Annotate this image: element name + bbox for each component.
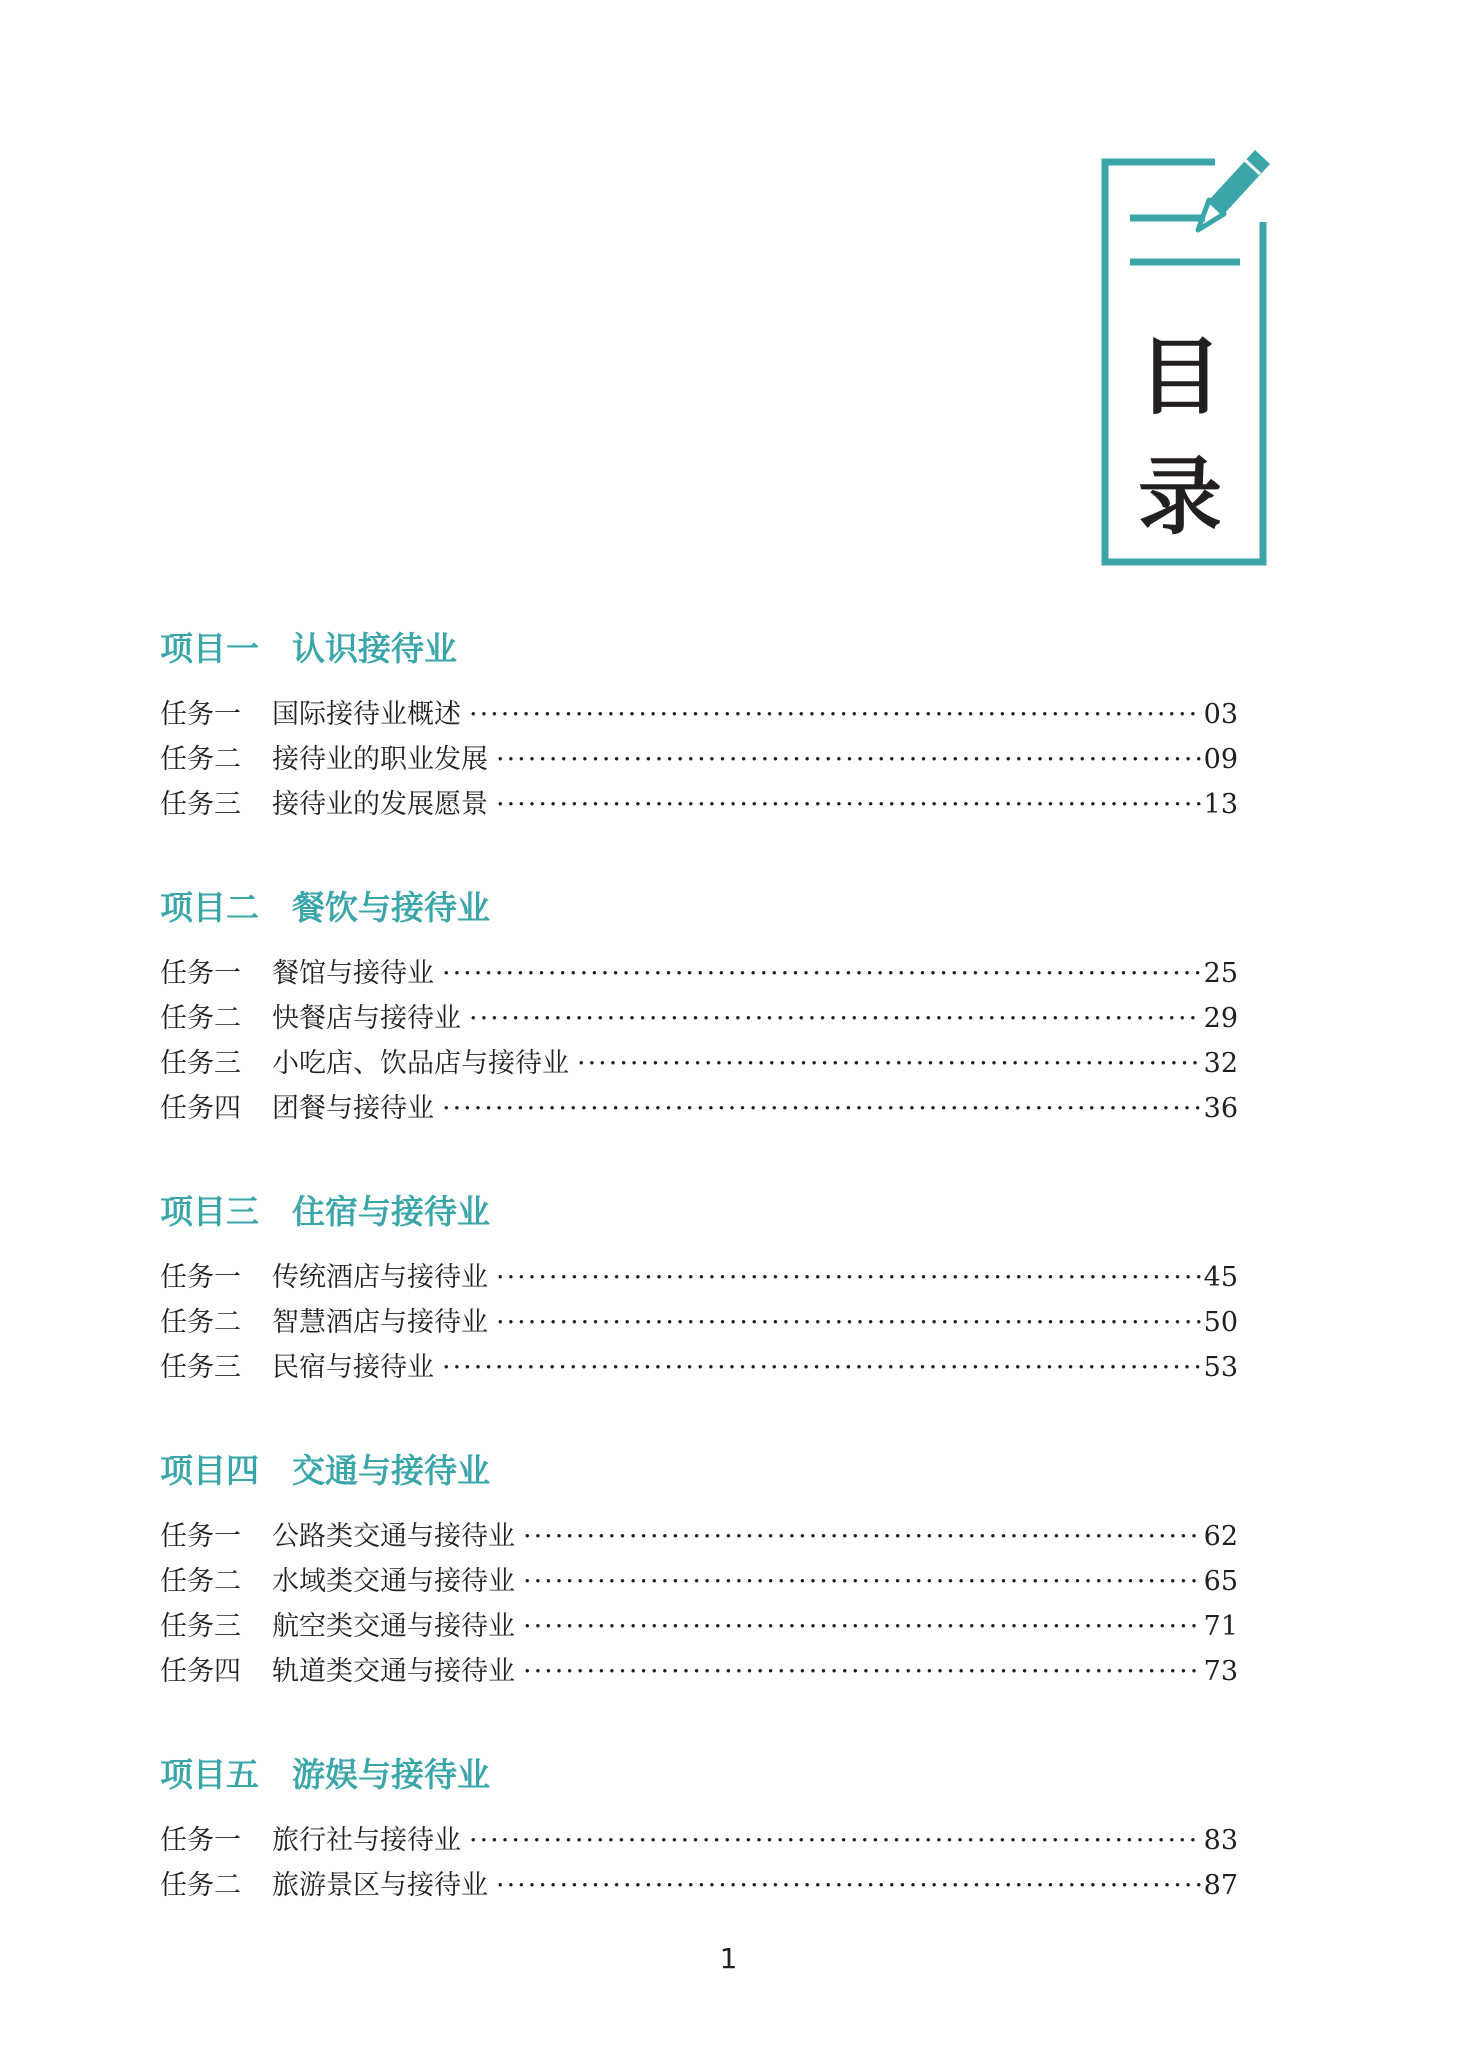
task-title: 旅游景区与接待业 [272,1870,488,1901]
task-title: 航空类交通与接待业 [272,1611,515,1642]
task-title: 公路类交通与接待业 [272,1521,515,1552]
section-number: 项目四 [160,1451,259,1490]
page-ref: 32 [1203,1048,1238,1079]
title-char-1: 目 [1137,327,1222,426]
page-ref: 25 [1203,958,1238,989]
task-number: 任务二 [160,1307,241,1338]
toc-section [160,1442,1238,1694]
page-ref: 53 [1203,1352,1238,1383]
page-number: 1 [719,1942,738,1975]
toc-entry[interactable] [160,1604,1238,1649]
toc-entry[interactable] [160,1255,1238,1300]
task-title: 团餐与接待业 [272,1093,434,1124]
page-ref: 73 [1203,1656,1238,1687]
task-number: 任务一 [160,1521,241,1552]
toc-entry[interactable] [160,1300,1238,1345]
task-title: 餐馆与接待业 [272,958,434,989]
task-title: 智慧酒店与接待业 [272,1307,488,1338]
dot-leader [523,1604,1202,1649]
section-heading[interactable] [160,1183,1238,1241]
section-number: 项目二 [160,888,259,927]
task-title: 快餐店与接待业 [272,1003,461,1034]
task-number: 任务三 [160,1352,241,1383]
dot-leader [496,1300,1202,1345]
page-ref: 29 [1203,1003,1238,1034]
toc-entry[interactable] [160,951,1238,996]
task-number: 任务二 [160,1003,241,1034]
task-title: 小吃店、饮品店与接待业 [272,1048,569,1079]
task-number: 任务三 [160,1611,241,1642]
section-number: 项目五 [160,1755,259,1794]
dot-leader [442,1086,1202,1131]
page-ref: 36 [1203,1093,1238,1124]
toc-section [160,620,1238,827]
task-number: 任务一 [160,1825,241,1856]
table-of-contents [160,620,1238,1960]
task-number: 任务三 [160,789,241,820]
toc-entry[interactable] [160,1345,1238,1390]
task-number: 任务二 [160,1566,241,1597]
toc-entry[interactable] [160,1863,1238,1908]
section-title: 交通与接待业 [292,1451,490,1490]
page-ref: 45 [1203,1262,1238,1293]
task-title: 接待业的发展愿景 [272,789,488,820]
toc-entry[interactable] [160,1086,1238,1131]
toc-entry[interactable] [160,1514,1238,1559]
dot-leader [442,1345,1202,1390]
toc-entry[interactable] [160,1818,1238,1863]
task-title: 民宿与接待业 [272,1352,434,1383]
page-ref: 62 [1203,1521,1238,1552]
toc-entry[interactable] [160,737,1238,782]
task-title: 国际接待业概述 [272,699,461,730]
task-number: 任务一 [160,1262,241,1293]
section-number: 项目三 [160,1192,259,1231]
toc-entry[interactable] [160,782,1238,827]
dot-leader [496,1255,1202,1300]
title-char-2: 录 [1137,447,1222,546]
toc-section [160,879,1238,1131]
task-number: 任务四 [160,1656,241,1687]
toc-entry[interactable] [160,1559,1238,1604]
section-title: 住宿与接待业 [292,1192,490,1231]
section-title: 游娱与接待业 [292,1755,490,1794]
dot-leader [496,782,1202,827]
dot-leader [496,1863,1202,1908]
toc-entry[interactable] [160,1649,1238,1694]
task-title: 旅行社与接待业 [272,1825,461,1856]
toc-entry[interactable] [160,996,1238,1041]
dot-leader [496,737,1202,782]
task-number: 任务一 [160,958,241,989]
page-ref: 83 [1203,1825,1238,1856]
task-number: 任务四 [160,1093,241,1124]
task-title: 水域类交通与接待业 [272,1566,515,1597]
dot-leader [523,1649,1202,1694]
page-ref: 13 [1203,789,1238,820]
page-ref: 65 [1203,1566,1238,1597]
toc-header [1100,150,1270,570]
task-number: 任务三 [160,1048,241,1079]
dot-leader [469,692,1202,737]
task-number: 任务一 [160,699,241,730]
task-title: 接待业的职业发展 [272,744,488,775]
toc-section [160,1183,1238,1390]
dot-leader [577,1041,1202,1086]
page-ref: 50 [1203,1307,1238,1338]
dot-leader [523,1514,1202,1559]
section-title: 认识接待业 [292,629,457,668]
toc-section [160,1746,1238,1908]
toc-entry[interactable] [160,1041,1238,1086]
section-title: 餐饮与接待业 [292,888,490,927]
section-heading[interactable] [160,1442,1238,1500]
dot-leader [523,1559,1202,1604]
toc-entry[interactable] [160,692,1238,737]
page-ref: 03 [1203,699,1238,730]
section-heading[interactable] [160,1746,1238,1804]
page-ref: 09 [1203,744,1238,775]
task-title: 传统酒店与接待业 [272,1262,488,1293]
task-title: 轨道类交通与接待业 [272,1656,515,1687]
task-number: 任务二 [160,744,241,775]
dot-leader [442,951,1202,996]
page-ref: 71 [1203,1611,1238,1642]
page-ref: 87 [1203,1870,1238,1901]
task-number: 任务二 [160,1870,241,1901]
section-heading[interactable] [160,879,1238,937]
dot-leader [469,1818,1202,1863]
section-heading[interactable] [160,620,1238,678]
dot-leader [469,996,1202,1041]
section-number: 项目一 [160,629,259,668]
